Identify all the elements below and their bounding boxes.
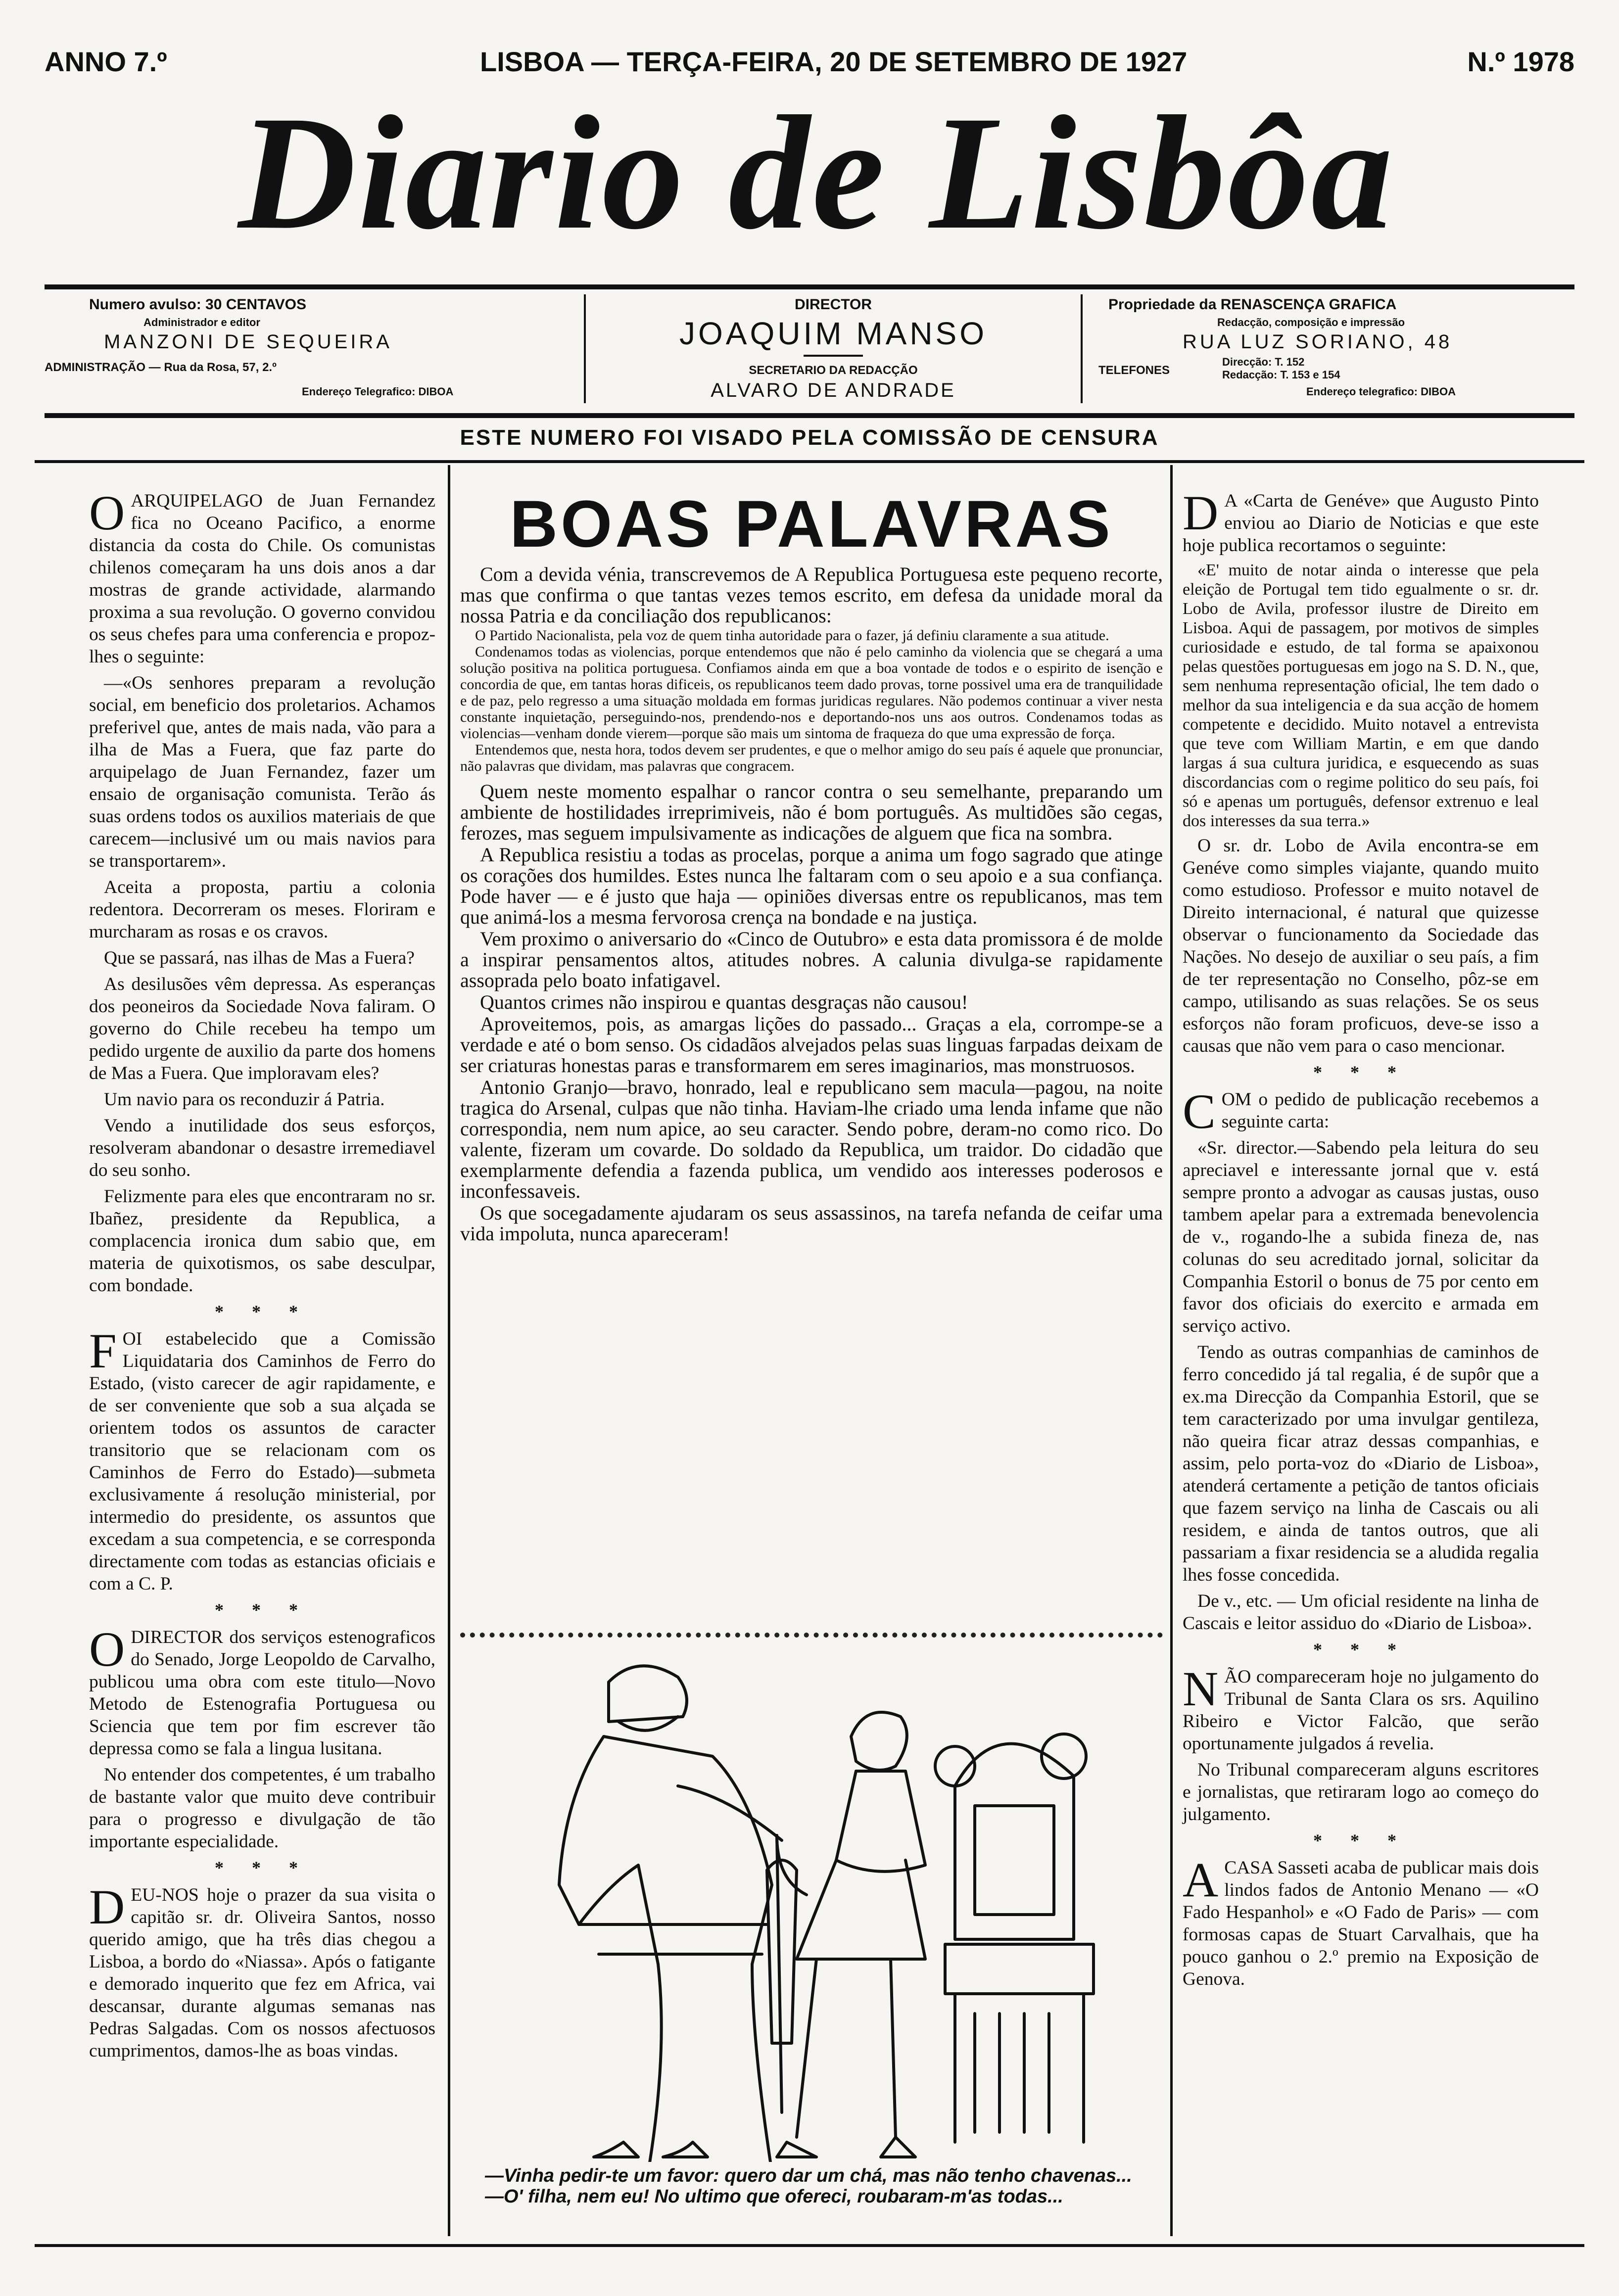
- left-paragraph: Felizmente para eles que encontraram no sr. Ibañez, presidente da Republica, a complacencia ironica dum sabio que, em materia de quixotismos, os sabe desculpar, com bondade.: [89, 1186, 435, 1296]
- left-article-2: FOI estabelecido que a Comissão Liquidataria dos Caminhos de Ferro do Estado, (visto carecer de agir rapidamente, e de ser conveniente que sob a sua alçada se orientem todos os assuntos de caracter transitorio que se relacionam com os Caminhos de Ferro do Estado)—submeta exclusivamente á resolução ministerial, por intermedio do presidente, os assuntos que excedam a sua competencia, e se corresponda directamente com todas as estancias oficiais e com a C. P.: [89, 1323, 435, 1594]
- separator-stars: * * *: [215, 1858, 310, 1877]
- info-owner: [1098, 294, 1574, 403]
- right-article-3: NÃO compareceram hoje no julgamento do Tribunal de Santa Clara os srs. Aquilino Ribeiro e Victor Falcão, que serão oportunamente julgados á revelia.: [1183, 1661, 1539, 1754]
- right-paragraph: De v., etc. — Um oficial residente na linha de Cascais e leitor assiduo do «Diario de Lisboa».: [1183, 1591, 1539, 1634]
- article-paragraph: Aproveitemos, pois, as amargas lições do passado... Graças a ela, corrompe-se a verdade e até o bom senso. Os cidadãos alvejados pelas suas linguas farpadas deixam de ser criaturas honestas paras e transformarem em seres imaginarios, mas monstruosos.: [460, 1013, 1163, 1077]
- quote-paragraph: Condenamos todas as violencias, porque entendemos que não é pelo caminho da violencia que se chegará a uma solução positiva na politica portuguesa. Confiamos ainda em que a boa vontade de todos e o espirito de isenção e concordia de que, em tantas horas dificeis, os republicanos teem dado provas, torne possivel uma era de tranquilidade e de paz, pelo regresso a uma situação moldada em formas juridicas regulares. Não podemos continuar a viver nesta constante inquietação, perseguindo-nos, prendendo-nos e deportando-nos uns aos outros. Condenamos todas as violencias—venham donde vierem—porque são mais um sintoma de fraqueza do que uma expressão de força.: [460, 644, 1163, 742]
- article-paragraph: Antonio Granjo—bravo, honrado, leal e republicano sem macula—pagou, na noite tragica do Arsenal, culpas que não tinha. Haviam-lhe criado uma lenda infame que não correspondia, nem num apice, ao seu caracter. Sendo pobre, deram-no como rico. Do valente, fizeram um covarde. Do soldado da Republica, um traidor. Do cidadão que exemplarmente defendia a fazenda publica, um vendido aos interesses poderosos e inconfessaveis.: [460, 1076, 1163, 1202]
- admin-name: MANZONI DE SEQUEIRA: [104, 331, 392, 353]
- admin-address: ADMINISTRAÇÃO — Rua da Rosa, 57, 2.º: [45, 361, 277, 374]
- masthead-title: Diario de Lisbôa: [238, 83, 1395, 263]
- right-paragraph: «Sr. director.—Sabendo pela leitura do seu apreciavel e interessante jornal que v. está sempre pronto a advogar as causas justas, ouso tambem apelar para a extremada benevolencia de v., rogando-lhe a subida fineza de, nas colunas do seu acreditado jornal, solicitar da Companhia Estoril o bonus de 75 por cento em favor dos oficiais do exercito e armada em serviço activo.: [1183, 1138, 1539, 1336]
- cartoon-illustration: [460, 1633, 1163, 2167]
- caption-line-1: —Vinha pedir-te um favor: quero dar um chá, mas não tenho chavenas...: [485, 2165, 1132, 2186]
- left-paragraph: As desilusões vêm depressa. As esperanças dos peoneiros da Sociedade Nova faliram. O governo do Chile recebeu ha tempo um pedido urgente de auxilio da parte dos homens de Mas a Fuera. Que imploravam eles?: [89, 974, 435, 1083]
- director-rule: [804, 355, 863, 357]
- left-article-3: ODIRECTOR dos serviços estenograficos do Senado, Jorge Leopoldo de Carvalho, publicou uma obra com este titulo—Novo Metodo de Estenografia Portuguesa ou Sciencia que tem por fim escrever tão depressa como se fala a lingua lusitana.: [89, 1622, 435, 1759]
- telegraph-left: Endereço Telegrafico: DIBOA: [302, 385, 454, 398]
- director-name: JOAQUIM MANSO: [679, 316, 988, 351]
- admin-role: Administrador e editor: [143, 316, 260, 328]
- article-paragraph: Vem proximo o aniversario do «Cinco de Outubro» e esta data promissora é de molde a inspirar pensamentos altos, atitudes nobres. A calunia divulga-se rapidamente assoprada pelo boato infatigavel.: [460, 928, 1163, 991]
- right-article-2: COM o pedido de publicação recebemos a seguinte carta:: [1183, 1084, 1539, 1139]
- info-admin: [45, 294, 564, 403]
- left-paragraph: Que se passará, nas ilhas de Mas a Fuera?: [104, 948, 415, 968]
- quote-paragraph: Entendemos que, nesta hora, todos devem ser prudentes, e que o melhor amigo do seu país é aquele que pronunciar, não palavras que dividam, mas palavras que congracem.: [460, 742, 1163, 774]
- right-article-4: ACASA Sasseti acaba de publicar mais dois lindos fados de Antonio Menano — «O Fado Hespanhol» e «O Fado de Paris» — com formosas capas de Stuart Carvalhais, que ha pouco ganhou o 2.º premio na Exposição de Genova.: [1183, 1852, 1539, 1989]
- cartoon-caption: [485, 2166, 1148, 2207]
- phones-newsroom: Redacção: T. 153 e 154: [1222, 369, 1340, 381]
- owner: Propriedade da RENASCENÇA GRAFICA: [1108, 296, 1397, 313]
- phones-direction: Direcção: T. 152: [1222, 356, 1305, 368]
- column-rule-left: [448, 465, 450, 2236]
- censorship-notice: ESTE NUMERO FOI VISADO PELA COMISSÃO DE CENSURA: [460, 425, 1159, 450]
- owner-desc: Redacção, composição e impressão: [1217, 316, 1405, 328]
- article-quote: [460, 627, 1163, 774]
- left-article-1: OARQUIPELAGO de Juan Fernandez fica no Oceano Pacifico, a enorme distancia da costa do Chile. Os comunistas chilenos começaram ha uns dois anos a dar mostras de grande actividade, alarmando proxima a sua revolução. O governo convidou os seus chefes para uma conferencia e propoz-lhes o seguinte:: [89, 485, 435, 667]
- article-paragraph: Quantos crimes não inspirou e quantas desgraças não causou!: [480, 991, 968, 1013]
- year-label: ANNO 7.º: [45, 46, 167, 77]
- phones-label: TELEFONES: [1098, 364, 1170, 377]
- issue-number: N.º 1978: [1467, 46, 1574, 77]
- cartoon-drawing: [460, 1638, 1163, 2162]
- right-column: [1183, 485, 1539, 1994]
- left-column: [89, 485, 435, 2066]
- telegraph-right: Endereço telegrafico: DIBOA: [1306, 385, 1456, 398]
- article-intro: Com a devida vénia, transcrevemos de A Republica Portuguesa este pequeno recorte, mas que confirma o que tantas vezes temos escrito, em defesa da unidade moral da nossa Patria e da conciliação dos republicanos:: [460, 563, 1163, 627]
- left-paragraph: Aceita a proposta, partiu a colonia redentora. Decorreram os meses. Floriram e murcharam as rosas e os cravos.: [89, 877, 435, 942]
- article-paragraph: A Republica resistiu a todas as procelas, porque a anima um fogo sagrado que atinge os corações dos humildes. Estes nunca lhe faltaram com o seu apoio e a sua confiança. Pode haver — e é justo que haja — opiniões diversas entre os republicanos, mas tem que animá-los a mesma fervorosa crença na bondade e na justiça.: [460, 843, 1163, 928]
- caption-line-2: —O' filha, nem eu! No ultimo que ofereci, roubaram-m'as todas...: [485, 2186, 1063, 2207]
- right-article-1: D A «Carta de Genéve» que Augusto Pinto enviou ao Diario de Noticias e que este hoje publica recortamos o seguinte:: [1183, 485, 1539, 556]
- director-label: DIRECTOR: [794, 296, 872, 313]
- right-quote: «E' muito de notar ainda o interesse que pela eleição de Portugal tem tido egualmente o sr. dr. Lobo de Avila, professor ilustre de Direito em Lisboa. Aqui de passagem, por motivos de simples curiosidade e estudo, de tal forma se apaixonou pelas questões portuguesas em jogo na S. D. N., que, sem nenhuma representação oficial, lhe tem dado o melhor da sua inteligencia e da sua acção de homem competente e decidido. Muito notavel a entrevista que teve com William Martin, e em que dando largas á sua cultura juridica, e esquecendo as suas discordancias com o regime politico do seu país, foi só e apenas um português, defensor extrenuo e leal dos interesses da sua terra.»: [1183, 561, 1539, 830]
- separator-stars: * * *: [1313, 1640, 1408, 1659]
- article-paragraph: Os que socegadamente ajudaram os seus assassinos, na tarefa nefanda de ceifar uma vida impoluta, nunca apareceram!: [460, 1202, 1163, 1245]
- article-headline: BOAS PALAVRAS: [510, 487, 1113, 561]
- left-article-4: DEU-NOS hoje o prazer da sua visita o capitão sr. dr. Oliveira Santos, nosso querido amigo, que ha três dias chegou a Lisboa, a bordo do «Niassa». Após o fatigante e demorado inquerito que fez em Africa, vai descansar, durante algumas semanas nas Pedras Salgadas. Com os nossos afectuosos cumprimentos, damos-lhe as boas vindas.: [89, 1879, 435, 2061]
- info-director: [584, 294, 1083, 403]
- right-paragraph: O sr. dr. Lobo de Avila encontra-se em Genéve como simples viajante, quando muito como estudioso. Professor e muito notavel de Direito internacional, é natural que quizesse observar o funcionamento da Sociedade das Nações. No desejo de auxiliar o seu país, a fim de ter representação no Conselho, pôz-se em campo, utilisando as suas relações. Se os seus esforços não foram proficuos, deve-se isso a causas que não vem para o caso mencionar.: [1183, 836, 1539, 1056]
- info-box: [45, 284, 1574, 418]
- right-paragraph: Tendo as outras companhias de caminhos de ferro concedido já tal regalia, é de supôr que a ex.ma Direcção da Companhia Estoril, que se tem caracterizado por uma invulgar gentileza, não queira ficar atraz dessas companhias, e assim, pelo porta-voz do «Diario de Lisboa», atenderá certamente a petição de tantos oficiais que fazem serviço na linha de Cascais ou ali residem, e ainda de tantos outros, que ali passariam a fixar residencia se a aludida regalia lhes fosse concedida.: [1183, 1342, 1539, 1585]
- center-article: [460, 564, 1163, 1245]
- left-paragraph: —«Os senhores preparam a revolução social, em beneficio dos proletarios. Achamos preferivel que, antes de mais nada, vão para a ilha de Mas a Fuera, que faz parte do arquipelago de Juan Fernandez, fazer um ensaio de organisação comunista. Terão ás suas ordens todos os auxilios materiais de que carecem—inclusivé um ou mais navios para se transportarem».: [89, 673, 435, 871]
- left-paragraph: Um navio para os reconduzir á Patria.: [104, 1089, 385, 1110]
- separator-stars: * * *: [1313, 1062, 1408, 1082]
- dateline-bar: [45, 46, 1574, 80]
- column-rule-right: [1170, 465, 1173, 2236]
- separator-stars: * * *: [1313, 1830, 1408, 1850]
- dateline: LISBOA — TERÇA-FEIRA, 20 DE SETEMBRO DE 1927: [480, 46, 1188, 77]
- quote-paragraph: O Partido Nacionalista, pela voz de quem tinha autoridade para o fazer, já definiu claramente a sua atitude.: [475, 627, 1109, 644]
- separator-stars: * * *: [215, 1600, 310, 1620]
- right-paragraph: No Tribunal compareceram alguns escritores e jornalistas, que retiraram logo ao começo do julgamento.: [1183, 1760, 1539, 1825]
- separator-stars: * * *: [215, 1302, 310, 1321]
- left-paragraph: No entender dos competentes, é um trabalho de bastante valor que muito deve contribuir para o progresso e divulgação de tão importante especialidade.: [89, 1765, 435, 1852]
- secretary-label: SECRETARIO DA REDACÇÃO: [749, 364, 918, 377]
- secretary-name: ALVARO DE ANDRADE: [711, 379, 956, 401]
- article-paragraph: Quem neste momento espalhar o rancor contra o seu semelhante, preparando um ambiente de hostilidades irreprimiveis, não é bom português. As multidões são cegas, ferozes, mas seguem impulsivamente as indicações de alguem que fica na sombra.: [460, 780, 1163, 844]
- owner-address: RUA LUZ SORIANO, 48: [1183, 331, 1453, 353]
- price: Numero avulso: 30 CENTAVOS: [89, 296, 306, 313]
- left-paragraph: Vendo a inutilidade dos seus esforços, resolveram abandonar o desastre irremediavel do seu sonho.: [89, 1116, 435, 1180]
